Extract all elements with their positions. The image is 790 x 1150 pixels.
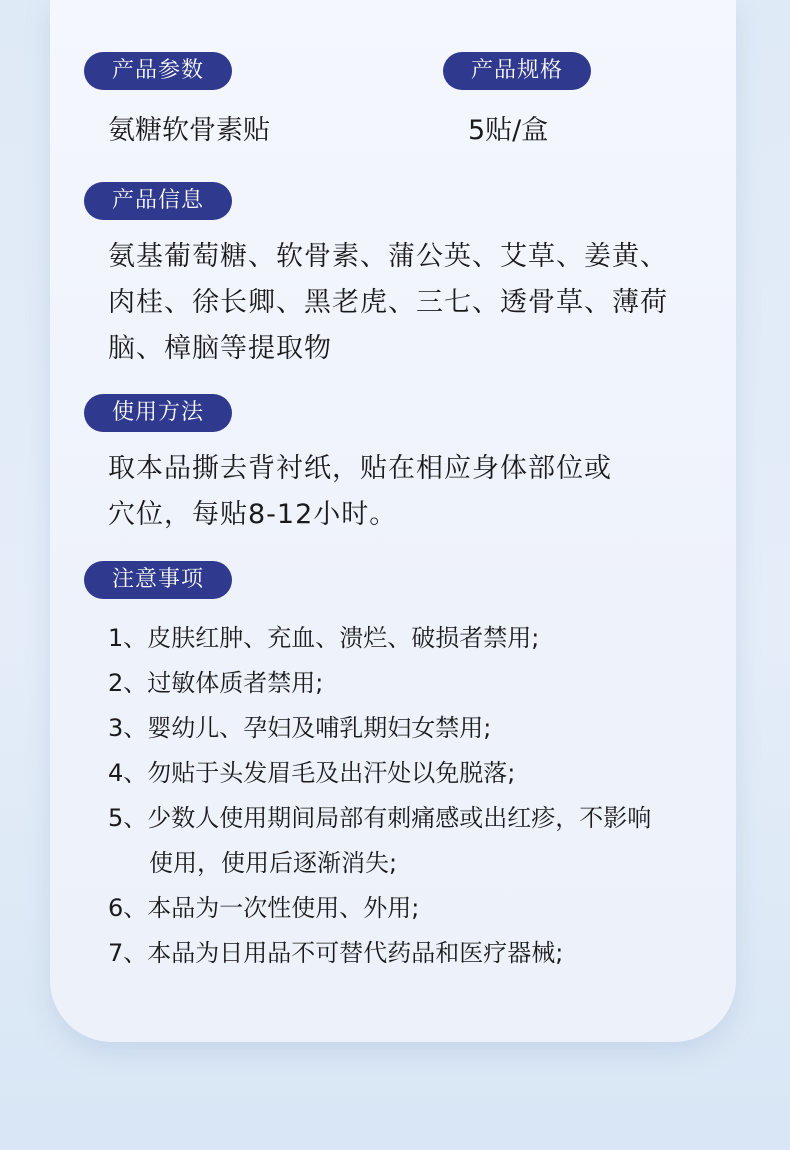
usage-text [108,446,612,538]
usage-tag: 使用方法 [84,394,232,432]
precaution-item: 7、本品为日用品不可替代药品和医疗器械; [108,939,564,967]
precautions-list [108,616,651,976]
precaution-item-line: 5、少数人使用期间局部有刺痛感或出红疹，不影响 [108,804,652,832]
precaution-item: 3、婴幼儿、孕妇及哺乳期妇女禁用; [108,714,492,742]
precaution-item [108,796,651,886]
product-info-line: 氨基葡萄糖、软骨素、蒲公英、艾草、姜黄、 [108,241,668,272]
precaution-item-continuation: 使用，使用后逐渐消失; [149,849,398,877]
product-info-line: 肉桂、徐长卿、黑老虎、三七、透骨草、薄荷 [108,287,668,318]
product-spec-value: 5贴/盒 [468,115,549,146]
usage-line: 取本品撕去背衬纸，贴在相应身体部位或 [108,453,612,484]
product-params-tag: 产品参数 [84,52,232,90]
precautions-tag: 注意事项 [84,561,232,599]
product-info-text [108,234,668,372]
product-info-tag: 产品信息 [84,182,232,220]
precaution-item: 2、过敏体质者禁用; [108,669,324,697]
usage-line: 穴位，每贴8-12小时。 [108,499,398,530]
precaution-item: 1、皮肤红肿、充血、溃烂、破损者禁用; [108,624,540,652]
product-name-value: 氨糖软骨素贴 [108,115,270,146]
precaution-item: 4、勿贴于头发眉毛及出汗处以免脱落; [108,759,516,787]
product-spec-tag: 产品规格 [443,52,591,90]
precaution-item: 6、本品为一次性使用、外用; [108,894,420,922]
product-info-line: 脑、樟脑等提取物 [108,333,332,364]
